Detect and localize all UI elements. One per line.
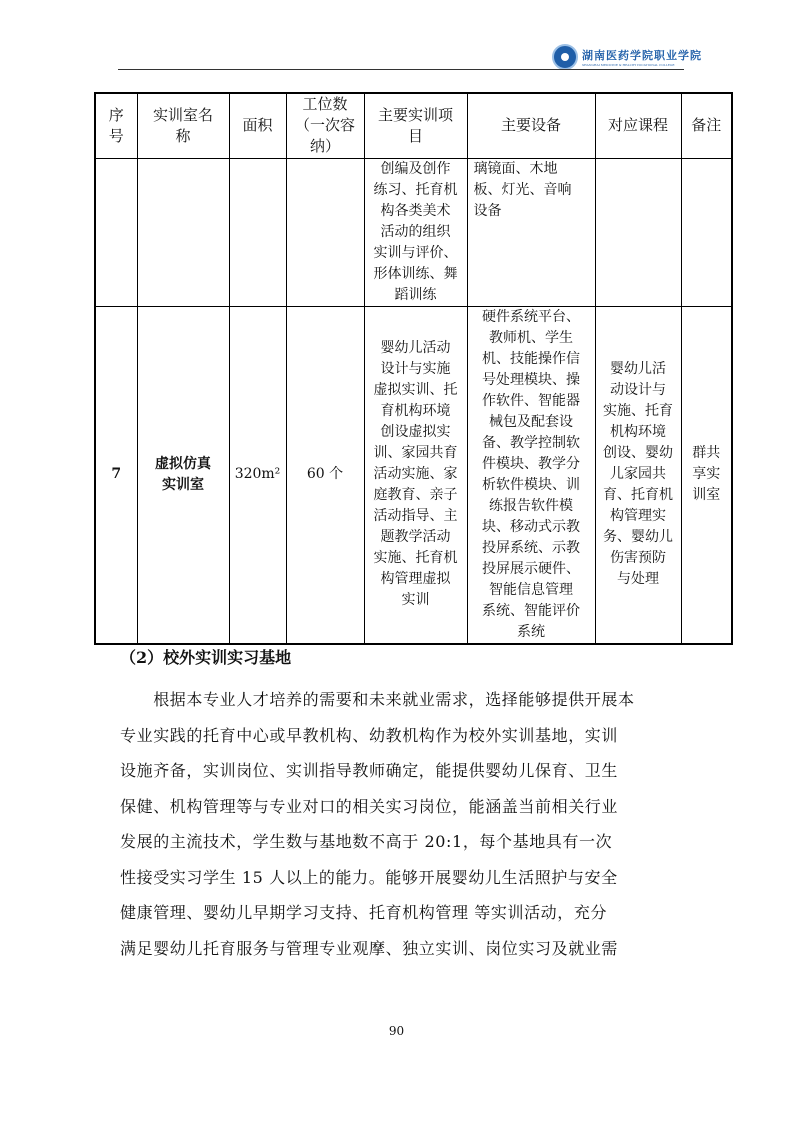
col-header-equipment: 主要设备 — [467, 93, 595, 158]
body-paragraph — [120, 682, 680, 966]
cell-no — [95, 158, 137, 306]
cell-projects: 创编及创作 练习、托育机 构各类美术 活动的组织 实训与评价、 形体训练、舞 蹈训练 — [364, 158, 467, 306]
col-header-no: 序 号 — [95, 93, 137, 158]
cell-courses — [595, 158, 681, 306]
cell-seats: 60 个 — [286, 306, 364, 644]
paragraph-line: 根据本专业人才培养的需要和未来就业需求，选择能够提供开展本 — [120, 690, 635, 709]
paragraph-line: 性接受实习学生 15 人以上的能力。能够开展婴幼儿生活照护与安全 — [120, 867, 618, 887]
paragraph-line: 健康管理、婴幼儿早期学习支持、托育机构管理 等实训活动，充分 — [120, 903, 608, 922]
college-logo — [552, 44, 702, 70]
cell-equipment: 硬件系统平台、 教师机、学生 机、技能操作信 号处理模块、操 作软件、智能器 械包及配套设 备、教学控制软 件模块、教学分 析软件模块、训 练报告软件模 块、移动式示教 投屏系统、示教 投屏展示硬件、 智能信息管理 系统、智能评价 系统 — [467, 306, 595, 644]
cell-courses: 婴幼儿活 动设计与 实施、托育 机构环境 创设、婴幼 儿家园共 育、托育机 构管理实 务、婴幼儿 伤害预防 与处理 — [595, 306, 681, 644]
page-number: 90 — [388, 1024, 405, 1038]
header-rule — [118, 69, 684, 70]
college-seal-icon — [552, 44, 578, 70]
col-header-name: 实训室名 称 — [137, 93, 229, 158]
cell-projects: 婴幼儿活动 设计与实施 虚拟实训、托 育机构环境 创设虚拟实 训、家园共育 活动实施、家 庭教育、亲子 活动指导、主 题教学活动 实施、托育机 构管理虚拟 实训 — [364, 306, 467, 644]
cell-name — [137, 158, 229, 306]
cell-name: 虚拟仿真 实训室 — [137, 306, 229, 644]
cell-equipment: 璃镜面、木地 板、灯光、音响 设备 — [467, 158, 595, 306]
col-header-area: 面积 — [229, 93, 286, 158]
paragraph-line: 保健、机构管理等与专业对口的相关实习岗位，能涵盖当前相关行业 — [120, 796, 619, 816]
paragraph-line: 设施齐备，实训岗位、实训指导教师确定，能提供婴幼儿保育、卫生 — [120, 761, 619, 780]
training-room-table — [94, 92, 733, 645]
paragraph-line: 满足婴幼儿托育服务与管理专业观摩、独立实训、岗位实习及就业需 — [120, 938, 619, 958]
col-header-remark: 备注 — [681, 93, 732, 158]
col-header-courses: 对应课程 — [595, 93, 681, 158]
cell-remark: 群共 享实 训室 — [681, 306, 732, 644]
table-header-row — [95, 93, 732, 158]
logo-cn-text: 湖南医药学院职业学院 — [582, 49, 702, 62]
cell-seats — [286, 158, 364, 306]
paragraph-line: 专业实践的托育中心或早教机构、幼教机构作为校外实训基地，实训 — [120, 725, 619, 745]
section-title: （2）校外实训实习基地 — [120, 648, 292, 667]
cell-remark — [681, 158, 732, 306]
paragraph-line: 发展的主流技术，学生数与基地数不高于 20:1，每个基地具有一次 — [120, 832, 613, 851]
cell-area: 320m² — [229, 306, 286, 644]
table-row — [95, 306, 732, 644]
col-header-projects: 主要实训项 目 — [364, 93, 467, 158]
cell-area — [229, 158, 286, 306]
table-row — [95, 158, 732, 306]
cell-no: 7 — [95, 306, 137, 644]
logo-en-text: SHANGHAI MEDICINE & HEALTH VOCATIONAL COLLEGE — [582, 63, 675, 67]
col-header-seats: 工位数 （一次容 纳） — [286, 93, 364, 158]
